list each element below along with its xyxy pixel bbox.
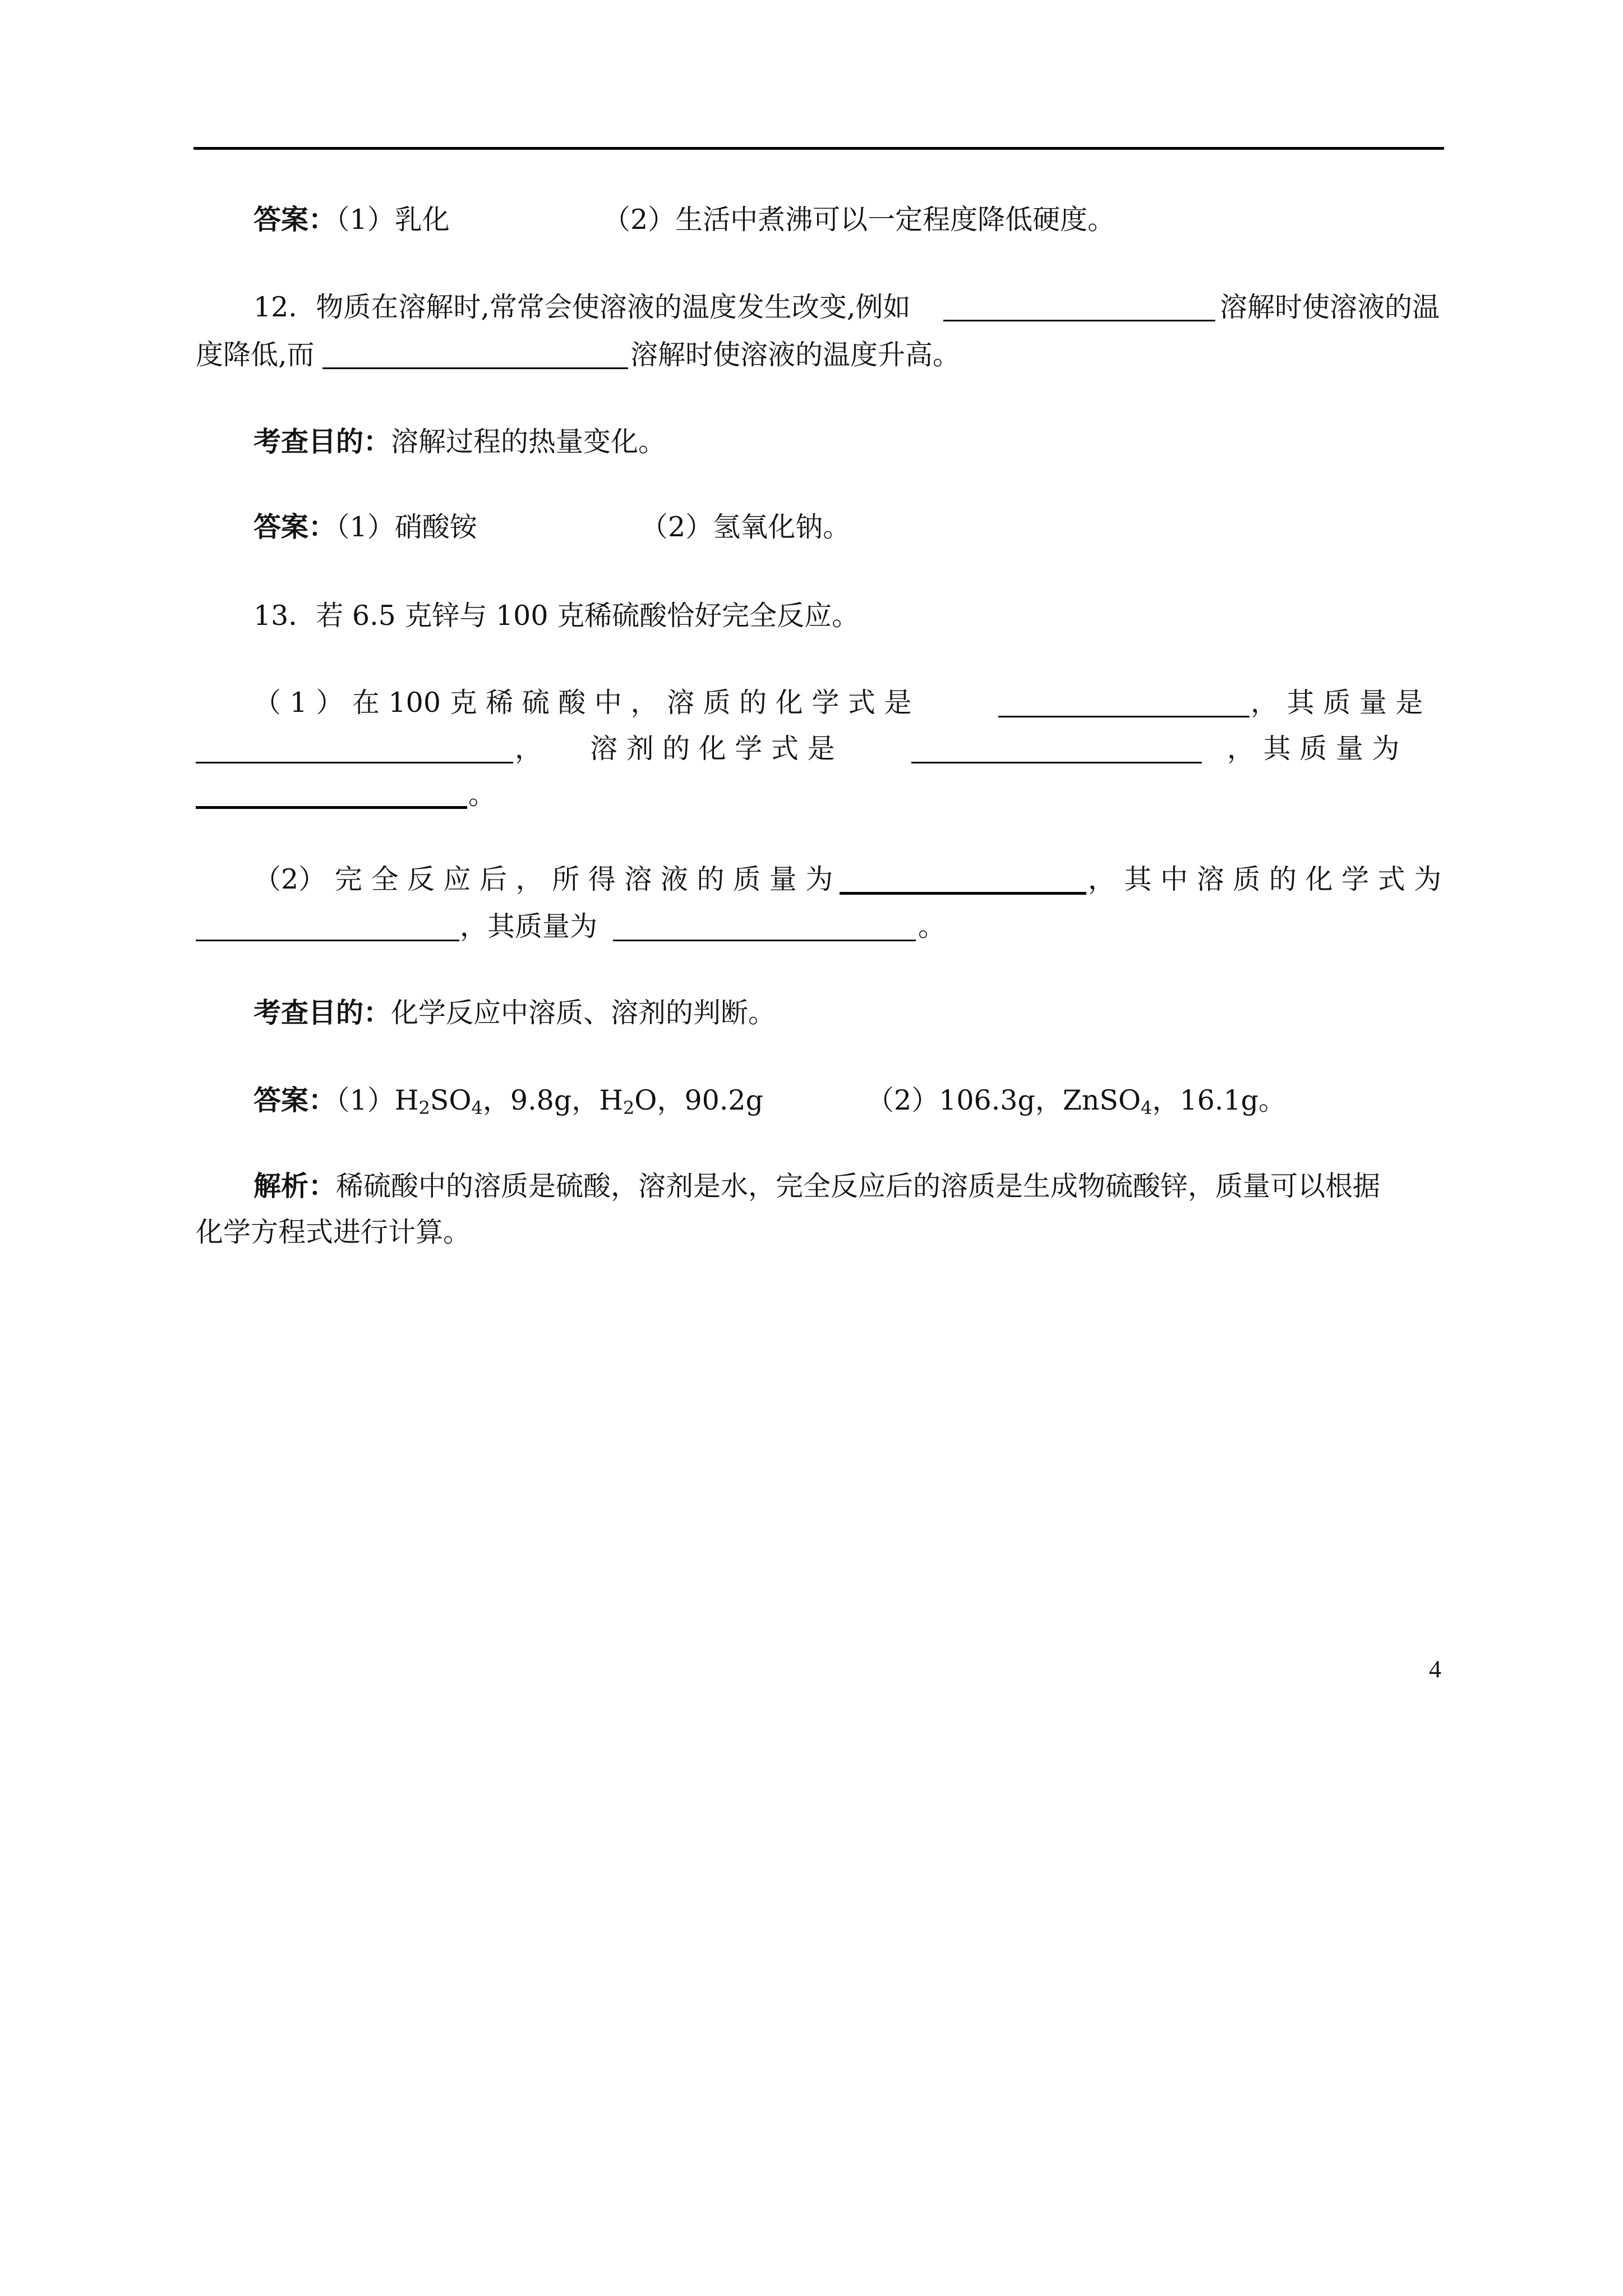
- answer-1-end: O，90.2g: [634, 1084, 763, 1116]
- q13-p1-line1-b: ， 其 质 量 是: [1251, 687, 1423, 719]
- q13-p1-line1-a: （ 1 ） 在 100 克 稀 硫 酸 中 ， 溶 质 的 化 学 式 是: [253, 687, 912, 719]
- q13-p1-line2-c: ， 其 质 量 为: [1227, 733, 1400, 765]
- header-rule: [193, 147, 1444, 150]
- purpose-label: 考查目的：: [253, 426, 391, 458]
- answer-label: 答案：: [253, 511, 336, 543]
- answer-1-mid1: SO: [430, 1084, 472, 1116]
- answer-11: [253, 203, 450, 237]
- subscript: 4: [471, 1097, 483, 1119]
- q13-blank-solute-mass[interactable]: [196, 762, 513, 763]
- answer-part-1: （1）硝酸铵: [336, 511, 477, 543]
- answer-2-prefix: （2）106.3g，ZnSO: [866, 1084, 1141, 1116]
- purpose-label: 考查目的：: [253, 997, 391, 1029]
- q12-blank-2[interactable]: [322, 367, 628, 369]
- q13-p1-line2-a: ，: [515, 733, 543, 765]
- q13-blank-product-formula[interactable]: [196, 940, 459, 941]
- subscript: 2: [418, 1097, 430, 1119]
- purpose-text: 化学反应中溶质、溶剂的判断。: [391, 997, 776, 1029]
- answer-label: 答案：: [253, 1084, 336, 1116]
- q13-blank-solvent-formula[interactable]: [911, 762, 1202, 763]
- q12-line2-a: 度降低,而: [196, 339, 315, 371]
- q13-p2-line2-b: 。: [918, 910, 946, 942]
- answer-11-part-2: （2）生活中煮沸可以一定程度降低硬度。: [603, 204, 1115, 236]
- q13-stem: 13．若 6.5 克锌与 100 克稀硫酸恰好完全反应。: [253, 600, 860, 632]
- q13-analysis-line2: 化学方程式进行计算。: [196, 1216, 471, 1248]
- analysis-label: 解析：: [253, 1170, 336, 1202]
- answer-part-1: （1）乳化: [336, 204, 450, 236]
- answer-1-mid2: ，9.8g，H: [482, 1084, 623, 1116]
- q13-p2-line1-a: （2） 完 全 反 应 后 ， 所 得 溶 液 的 质 量 为: [253, 863, 833, 895]
- q13-p1-line2-b: 溶 剂 的 化 学 式 是: [590, 733, 835, 765]
- q12-purpose: [253, 425, 666, 459]
- q12-line1-a: 12．物质在溶解时,常常会使溶液的温度发生改变,例如: [253, 291, 911, 323]
- subscript: 2: [623, 1097, 635, 1119]
- answer-label: 答案：: [253, 204, 336, 236]
- q13-blank-product-mass[interactable]: [613, 940, 916, 941]
- q13-answer-1: [253, 1084, 763, 1117]
- q12-line1-b: 溶解时使溶液的温: [1220, 291, 1440, 323]
- q12-blank-1[interactable]: [943, 320, 1215, 321]
- q13-p2-line2-a: ，其质量为: [460, 910, 598, 942]
- q12-answer-part-2: （2）氢氧化钠。: [640, 511, 851, 543]
- answer-1-prefix: （1）H: [336, 1084, 419, 1116]
- q13-purpose: [253, 996, 776, 1030]
- q13-answer-2: [866, 1084, 1286, 1117]
- q13-p1-line3: 。: [468, 779, 496, 811]
- q12-answer: [253, 510, 477, 544]
- subscript: 4: [1141, 1097, 1152, 1119]
- q13-analysis-line1: [253, 1170, 1380, 1203]
- page-number: 4: [1429, 1655, 1441, 1683]
- q13-blank-solvent-mass[interactable]: [196, 806, 467, 809]
- answer-2-end: ，16.1g。: [1152, 1084, 1286, 1116]
- q13-blank-solution-mass[interactable]: [840, 892, 1086, 895]
- q13-blank-solute-formula[interactable]: [998, 716, 1249, 717]
- q13-p2-line1-b: ， 其 中 溶 质 的 化 学 式 为: [1088, 863, 1442, 895]
- purpose-text: 溶解过程的热量变化。: [391, 426, 666, 458]
- analysis-text-1: 稀硫酸中的溶质是硫酸，溶剂是水，完全反应后的溶质是生成物硫酸锌，质量可以根据: [336, 1170, 1381, 1202]
- q12-line2-b: 溶解时使溶液的温度升高。: [630, 339, 961, 371]
